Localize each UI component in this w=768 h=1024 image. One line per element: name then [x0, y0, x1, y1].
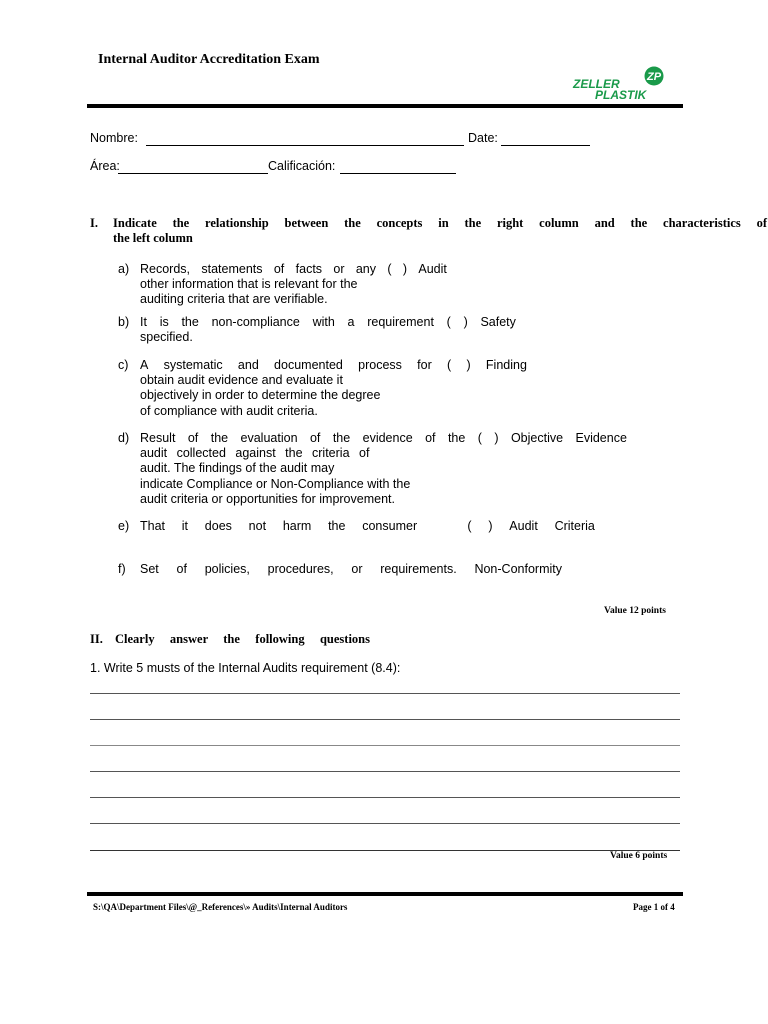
- answer-line-4[interactable]: [90, 771, 680, 772]
- area-field[interactable]: [118, 173, 268, 174]
- answer-line-6[interactable]: [90, 823, 680, 824]
- answer-line-1[interactable]: [90, 693, 680, 694]
- item-b: [140, 315, 516, 345]
- item-f: [140, 562, 562, 577]
- item-b-line-2: specified.: [140, 330, 193, 345]
- item-a-line-3: auditing criteria that are verifiable.: [140, 292, 328, 307]
- item-d-line-4: indicate Compliance or Non-Compliance with the: [140, 476, 411, 491]
- nombre-label: Nombre:: [90, 131, 138, 145]
- item-a-line-2: other information that is relevant for the: [140, 277, 358, 292]
- item-f-letter: f): [118, 562, 126, 576]
- calificacion-field[interactable]: [340, 173, 456, 174]
- item-e-first-line: That it does not harm the consumer ( ) Audit Criteria: [140, 519, 595, 533]
- answer-line-5[interactable]: [90, 797, 680, 798]
- item-a-letter: a): [118, 262, 130, 276]
- item-c-first-line: A systematic and documented process for ( ) Finding: [140, 358, 527, 372]
- area-label: Área:: [90, 159, 120, 173]
- calificacion-label: Calificación:: [268, 159, 336, 173]
- section1-heading-line2: the left column: [113, 231, 193, 245]
- footer-path: S:\QA\Department Files\@_References\» Audits\Internal Auditors: [93, 902, 348, 912]
- section1-heading-line1: Indicate the relationship between the concepts in the right column and the characteristics of: [113, 216, 767, 230]
- answer-line-2[interactable]: [90, 719, 680, 720]
- item-f-first-line: Set of policies, procedures, or requirements. Non-Conformity: [140, 562, 562, 576]
- logo-badge-text: ZP: [646, 71, 662, 83]
- logo-line2: PLASTIK: [595, 88, 647, 102]
- section2-value: Value 6 points: [610, 851, 668, 861]
- answer-line-7[interactable]: [90, 850, 680, 851]
- section1-value: Value 12 points: [604, 606, 666, 616]
- item-a: [140, 262, 447, 308]
- item-d-line-2: audit collected against the criteria of: [140, 446, 370, 461]
- nombre-field[interactable]: [146, 145, 464, 146]
- item-c-line-4: of compliance with audit criteria.: [140, 403, 318, 418]
- date-field[interactable]: [501, 145, 590, 146]
- question-1: 1. Write 5 musts of the Internal Audits requirement (8.4):: [90, 661, 401, 675]
- answer-line-3[interactable]: [90, 745, 680, 746]
- section2-heading: Clearly answer the following questions: [115, 632, 370, 646]
- item-d: [140, 431, 627, 507]
- item-e-letter: e): [118, 519, 130, 533]
- item-a-first-line: Records, statements of facts or any ( ) Audit: [140, 262, 447, 276]
- footer-rule: [87, 892, 683, 896]
- section1-number: I.: [90, 216, 98, 230]
- date-label: Date:: [468, 131, 498, 145]
- item-c-letter: c): [118, 358, 129, 372]
- item-c: [140, 358, 527, 419]
- header-rule: [87, 104, 683, 108]
- item-d-line-5: audit criteria or opportunities for improvement.: [140, 491, 395, 506]
- zeller-plastik-logo: [571, 66, 673, 102]
- logo-line1: ZELLER: [573, 77, 620, 91]
- item-b-letter: b): [118, 315, 130, 329]
- document-title: Internal Auditor Accreditation Exam: [98, 52, 320, 67]
- item-c-line-2: obtain audit evidence and evaluate it: [140, 373, 343, 388]
- item-c-line-3: objectively in order to determine the degree: [140, 388, 381, 403]
- item-d-letter: d): [118, 431, 130, 445]
- section2-number: II.: [90, 632, 103, 646]
- item-d-first-line: Result of the evaluation of the evidence of the ( ) Objective Evidence: [140, 431, 627, 445]
- item-d-line-3: audit. The findings of the audit may: [140, 461, 335, 476]
- footer-page-number: Page 1 of 4: [633, 902, 675, 912]
- item-b-first-line: It is the non-compliance with a requirement ( ) Safety: [140, 315, 516, 329]
- item-e: [140, 519, 595, 534]
